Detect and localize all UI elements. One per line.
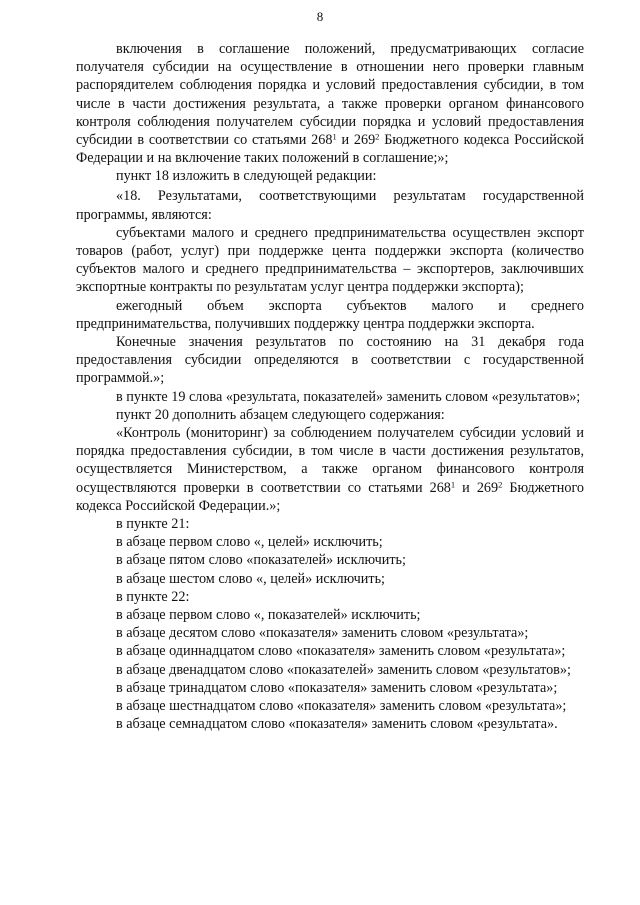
paragraph: в абзаце десятом слово «показателя» заменить словом «результата»; <box>116 625 529 642</box>
paragraph: в абзаце первом слово «, показателей» исключить; <box>116 606 421 623</box>
paragraph: «18. Результатами, соответствующими результатам государственной программы, являются: <box>76 188 584 223</box>
paragraph: в абзаце пятом слово «показателей» исключить; <box>116 552 406 569</box>
paragraph: пункт 20 дополнить абзацем следующего содержания: <box>116 406 445 423</box>
paragraph: в пункте 19 слова «результата, показателей» заменить словом «результатов»; <box>116 388 581 405</box>
document-body <box>76 40 584 733</box>
paragraph: в пункте 22: <box>116 588 190 605</box>
paragraph: «Контроль (мониторинг) за соблюдением получателем субсидии условий и порядка предоставления субсидии, в том числе в части достижения результатов, осуществляется Министерством, а также органом финансового контроля осуществляются проверки в соответствии со статьями $268^1$ и $269^2$ Бюджетного кодекса Российской Федерации.»; <box>76 424 585 514</box>
paragraph: ежегодный объем экспорта субъектов малого и среднего предпринимательства, получивших поддержку центра поддержки экспорта. <box>76 297 584 332</box>
paragraph: в абзаце шестом слово «, целей» исключить; <box>116 570 385 587</box>
paragraph: в абзаце шестнадцатом слово «показателя» заменить словом «результата»; <box>116 698 567 714</box>
page-number: 8 <box>316 9 324 24</box>
paragraph: в пункте 21: <box>116 515 190 532</box>
paragraph: субъектами малого и среднего предпринимательства осуществлен экспорт товаров (работ, услуг) при поддержке цента поддержки экспорта (количество субъектов малого и среднего предпринимательства – экспортеров, заключивших экспортные контракты по результатам услуг центра поддержки экспорта); <box>76 224 584 296</box>
superscript: 2 <box>375 131 380 142</box>
paragraph: в абзаце семнадцатом слово «показателя» заменить словом «результата». <box>116 716 558 733</box>
superscript: 1 <box>332 131 337 142</box>
paragraph: Конечные значения результатов по состоянию на 31 декабря года предоставления субсидии определяются в соответствии с государственной программой.»; <box>76 333 584 387</box>
paragraph: в абзаце тринадцатом слово «показателя» заменить словом «результата»; <box>116 679 558 696</box>
paragraph: пункт 18 изложить в следующей редакции: <box>116 168 377 185</box>
paragraph: в абзаце двенадцатом слово «показателей» заменить словом «результатов»; <box>116 661 571 678</box>
paragraph: включения в соглашение положений, предусматривающих согласие получателя субсидии на осуществление в отношении него проверки главным распорядителем соблюдения порядка и условий предоставления субсидии, в том числе в части достижения результата, а также проверки органом финансового контроля соблюдения получателем субсидии порядка и условий предоставления субсидии в соответствии со статьями $268^1$ и $269^2$ Бюджетного кодекса Российской Федерации и на включение таких положений в соглашение;»; <box>76 41 585 167</box>
superscript: 1 <box>450 478 456 489</box>
paragraph: в абзаце одиннадцатом слово «показателя» заменить словом «результата»; <box>116 643 566 660</box>
superscript: 2 <box>498 478 503 489</box>
paragraph: в абзаце первом слово «, целей» исключить; <box>116 534 383 551</box>
